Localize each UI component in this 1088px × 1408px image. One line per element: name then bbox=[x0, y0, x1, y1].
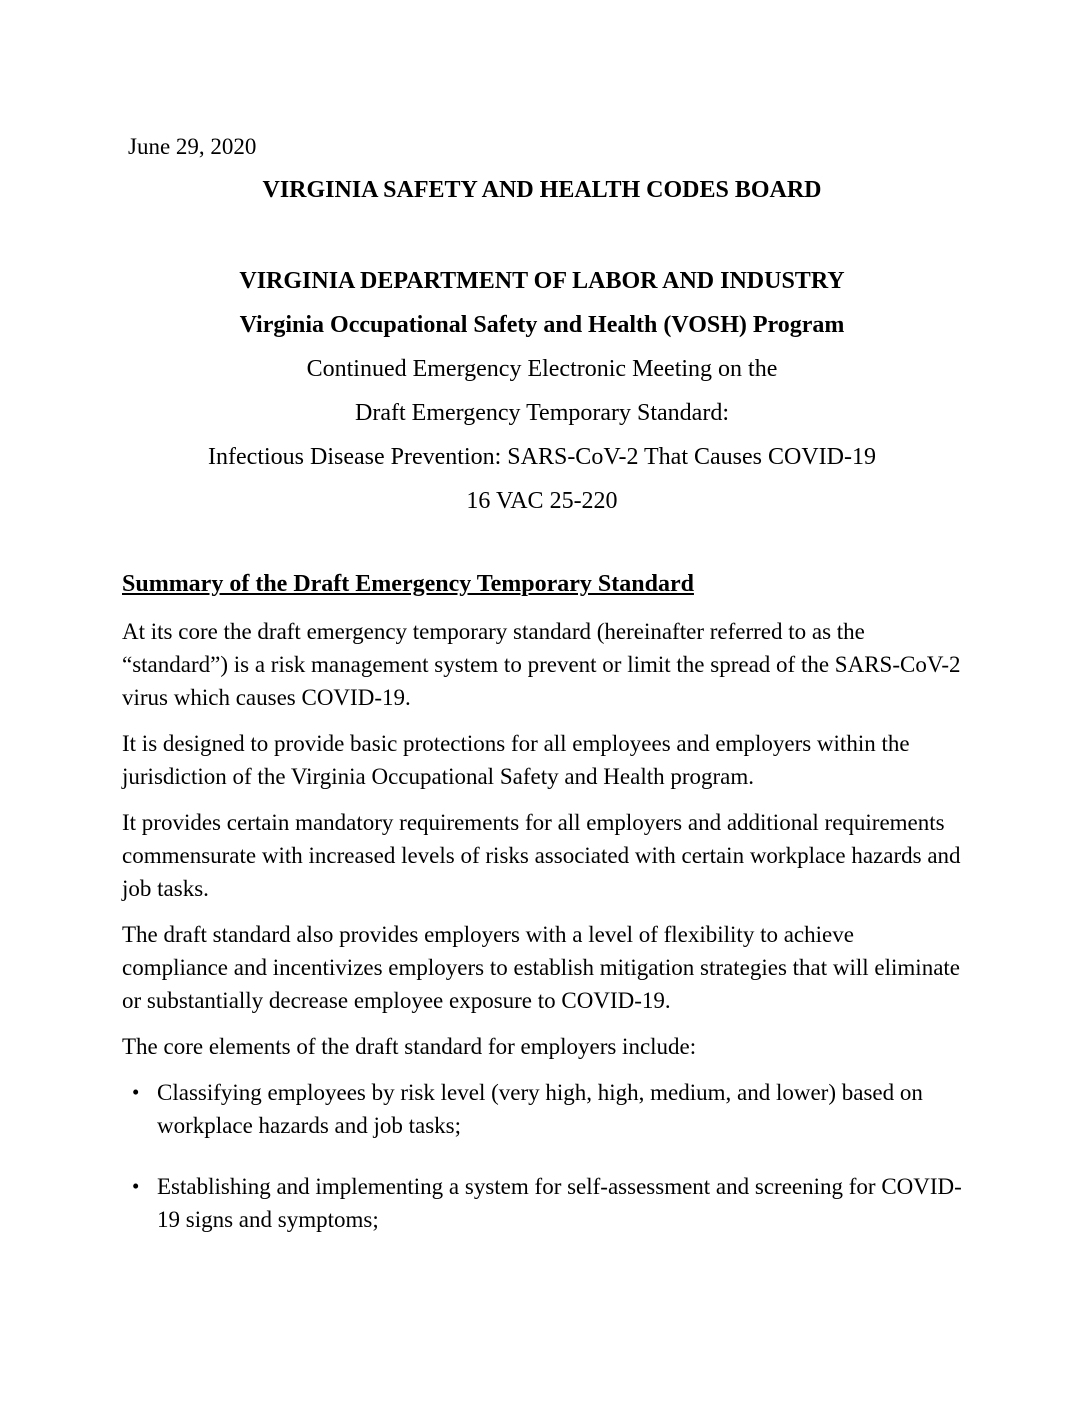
paragraph-mandatory-requirements: It provides certain mandatory requirements for all employers and additional requirements commensurate with increased levels of risks associated with certain workplace hazards and job tasks. bbox=[122, 810, 961, 901]
paragraph-flexibility: The draft standard also provides employers with a level of flexibility to achieve compliance and incentivizes employers to establish mitigation strategies that will eliminate or substantially decrease employee exposure to COVID-19. bbox=[122, 922, 960, 1013]
list-item-risk-classification bbox=[122, 1076, 962, 1142]
board-title: VIRGINIA SAFETY AND HEALTH CODES BOARD bbox=[262, 177, 822, 203]
paragraph-basic-protections: It is designed to provide basic protections for all employees and employers within the jurisdiction of the Virginia Occupational Safety and Health program. bbox=[122, 731, 910, 789]
code-reference: 16 VAC 25-220 bbox=[466, 488, 618, 514]
program-title: Virginia Occupational Safety and Health (VOSH) Program bbox=[239, 312, 845, 338]
meeting-line-2: Draft Emergency Temporary Standard: bbox=[355, 400, 729, 426]
department-title: VIRGINIA DEPARTMENT OF LABOR AND INDUSTRY bbox=[239, 268, 845, 294]
list-item-text: Establishing and implementing a system for self-assessment and screening for COVID-19 signs and symptoms; bbox=[157, 1174, 962, 1232]
date-line: June 29, 2020 bbox=[128, 134, 257, 159]
meeting-line-3: Infectious Disease Prevention: SARS-CoV-2 That Causes COVID-19 bbox=[208, 444, 876, 470]
paragraph-core-elements-intro: The core elements of the draft standard for employers include: bbox=[122, 1034, 697, 1059]
meeting-line-1: Continued Emergency Electronic Meeting on the bbox=[306, 356, 778, 382]
bullet-icon: • bbox=[132, 1080, 140, 1104]
paragraph-core-standard: At its core the draft emergency temporary standard (hereinafter referred to as the “standard”) is a risk management system to prevent or limit the spread of the SARS-CoV-2 virus which causes COVID-19. bbox=[122, 619, 961, 710]
list-item-self-assessment bbox=[122, 1170, 962, 1236]
bullet-icon: • bbox=[132, 1174, 140, 1198]
bullet-list bbox=[122, 1076, 962, 1236]
section-heading: Summary of the Draft Emergency Temporary Standard bbox=[122, 571, 694, 597]
list-item-text: Classifying employees by risk level (very high, high, medium, and lower) based on workplace hazards and job tasks; bbox=[157, 1080, 923, 1138]
